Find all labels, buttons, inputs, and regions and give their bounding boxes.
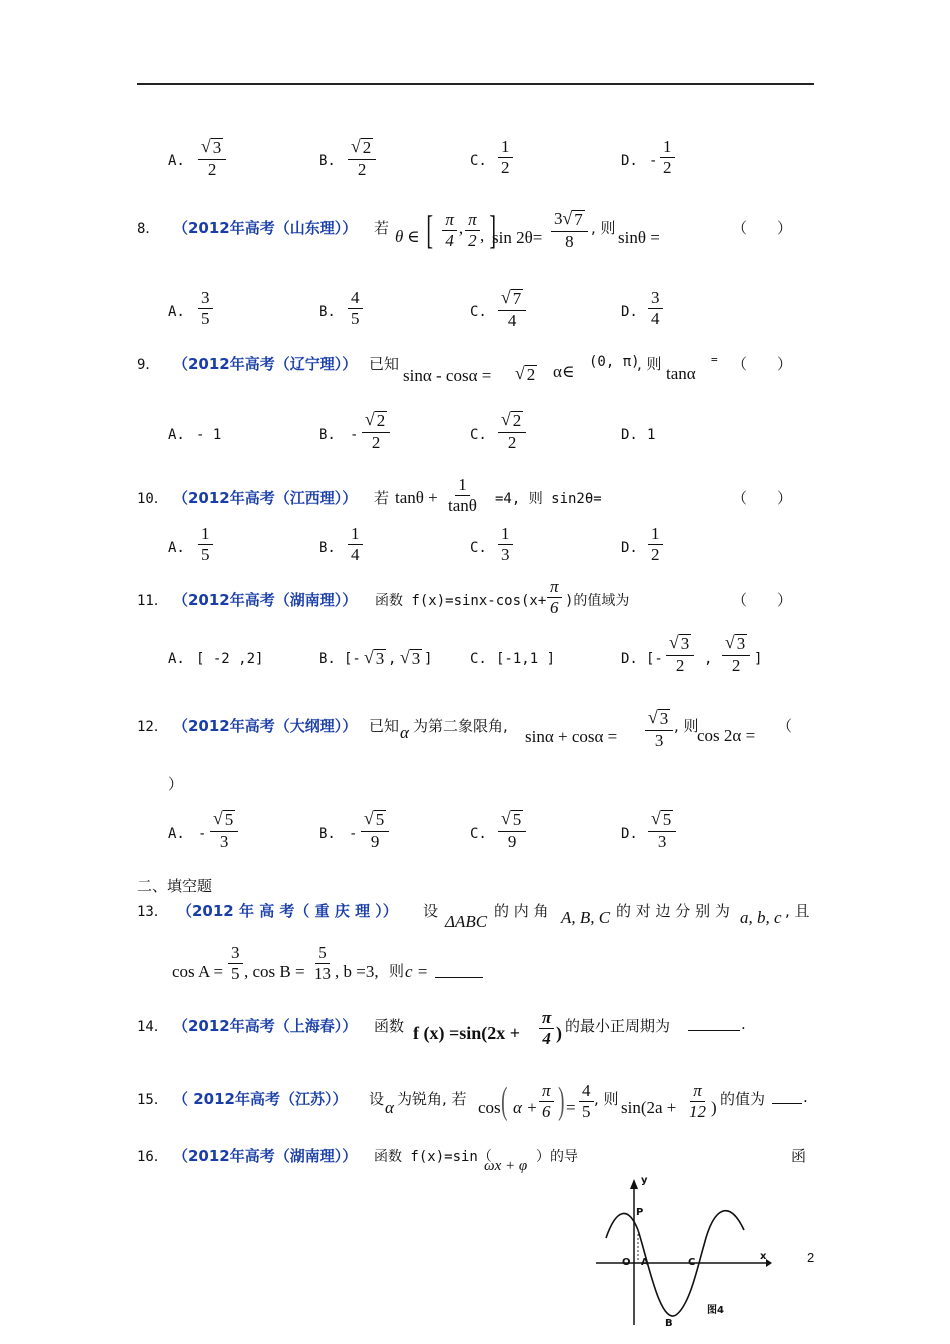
point-label: B [665, 1318, 673, 1329]
question-source: （2012年高考（上海春）） [173, 1017, 358, 1035]
math: tanα [666, 364, 696, 383]
text: , 则 [594, 1090, 619, 1108]
question-source: （2012年高考（山东理）） [173, 219, 358, 237]
option-label: C. [470, 651, 487, 667]
option-label: B. [319, 651, 336, 667]
math: = [566, 1098, 576, 1117]
fraction: √ 5 3 [648, 810, 676, 851]
option-value: 1 [647, 427, 656, 443]
answer-paren: （ ） [732, 489, 793, 507]
question-11 [137, 578, 817, 623]
answer-paren: （ ） [732, 591, 793, 609]
top-rule [137, 83, 814, 85]
math: α [385, 1098, 394, 1117]
math: ) [711, 1098, 717, 1117]
option-label: A. [168, 826, 185, 842]
option-label: D. [621, 540, 638, 556]
math: sin 2θ= [492, 228, 543, 247]
math: a, b, c [740, 908, 782, 927]
sign: - [649, 153, 658, 169]
math: sinθ = [618, 228, 660, 247]
option-value: ] [754, 651, 763, 667]
fraction: $\frac{4}{5}$ [348, 289, 363, 328]
text: 则 [389, 962, 405, 980]
question-source: （2012年高考（大纲理）） [173, 717, 358, 735]
text: , 则 [637, 355, 662, 373]
math: ) [556, 1023, 562, 1043]
answer-paren: （ ） [732, 355, 793, 373]
option-label: D. [621, 826, 638, 842]
sign: - [350, 427, 359, 443]
option-label: B. [319, 540, 336, 556]
question-12 [137, 705, 817, 793]
fraction: √ 2 2 [362, 411, 390, 452]
fraction: $\frac{1}{4}$ [348, 525, 363, 564]
option-label: A. [168, 540, 185, 556]
text: , 则 [591, 219, 616, 237]
math: 函数 f(x)=sin（ [374, 1149, 492, 1165]
option-label: C. [470, 153, 487, 169]
math: sin(2a + [621, 1098, 677, 1117]
sqrt: √ 2 [515, 363, 536, 384]
question-number: 16． [137, 1149, 168, 1165]
math: A, B, C [561, 908, 611, 927]
text: , 则 [674, 717, 699, 735]
axis-label: y [641, 1175, 648, 1186]
math: α [400, 723, 409, 742]
text: 为锐角, 若 [397, 1090, 467, 1108]
math: ωx + φ [484, 1158, 528, 1174]
math: c = [405, 962, 429, 981]
question-9 [137, 346, 817, 391]
question-source: （2012年高考（湖南理）） [173, 591, 358, 609]
option-label: A. [168, 427, 185, 443]
answer-blank[interactable] [688, 1018, 740, 1031]
option-label: D. [621, 304, 638, 320]
fraction: $\frac{1}{2}$ [648, 525, 663, 564]
question-15: 15． （ 2012年高考（江苏）） 设 α 为锐角, 若 cos ( α + $\frac{\pi}{6}$ ) = $\frac{4}{5}$ , 则 sin(2a + $\frac{\pi}{12}$ ) 的值为 . [137, 1080, 808, 1122]
fraction: √ 5 3 [210, 810, 238, 851]
math: , b =3, [335, 962, 379, 981]
option-label: B. [319, 304, 336, 320]
question-10 [137, 476, 817, 526]
fraction: $\frac{1}{3}$ [498, 525, 513, 564]
fraction: $\frac{3}{5}$ [228, 944, 243, 983]
fraction: 3 √ 7 8 [551, 210, 588, 251]
math: cos [478, 1098, 501, 1117]
math: sinα - cosα = [403, 366, 492, 385]
option-value: [ -2 ,2] [196, 651, 264, 667]
text: 的 内 角 [494, 902, 549, 920]
fraction: $\frac{1}{\tan\theta}$ [448, 475, 477, 515]
text: 已知 [369, 717, 400, 735]
option-label: A. [168, 651, 185, 667]
sign: - [349, 826, 358, 842]
option-label: A. [168, 304, 185, 320]
math: , cos B = [244, 962, 305, 981]
math: ΔABC [445, 912, 488, 931]
fraction: $\frac{5}{13}$ [314, 943, 331, 983]
question-source: （2012年高考（辽宁理）） [173, 355, 358, 373]
text: 已知 [369, 355, 400, 373]
option-label: C. [470, 304, 487, 320]
option-label: D. [621, 153, 638, 169]
question-source: （2012年高考（湖南理）） [173, 1147, 358, 1165]
math: cos A = [172, 962, 224, 981]
question-source: （ 2012年高考（江苏）） [173, 1090, 348, 1108]
option-label: D. [621, 427, 638, 443]
math: θ [395, 227, 404, 246]
figure-4 [594, 1175, 774, 1335]
answer-blank[interactable] [435, 965, 483, 978]
math: , [480, 226, 485, 245]
math: = [711, 353, 718, 366]
fraction: $\frac{\pi}{6}$ [539, 1082, 554, 1121]
question-number: 15． [137, 1092, 168, 1108]
text: . [803, 1088, 808, 1106]
option-label: B. [319, 153, 336, 169]
fraction: $\frac{\pi}{12}$ [689, 1081, 706, 1121]
section-heading: 二、填空题 [137, 877, 213, 895]
math: cos 2α = [697, 726, 756, 745]
fraction: √ 7 4 [498, 289, 526, 330]
text: 函 [791, 1147, 807, 1165]
figure-caption: 图4 [707, 1305, 724, 1316]
fraction: $\frac{4}{5}$ [579, 1082, 594, 1121]
interval: [ $\frac{\pi}{4}$ , $\frac{\pi}{2}$ ] [426, 207, 496, 252]
math: (0, π) [589, 354, 640, 370]
text: 若 [374, 489, 390, 507]
math: f (x) =sin(2x + [413, 1023, 521, 1043]
text: ）的导 [536, 1149, 578, 1165]
fraction: √ 3 3 [645, 709, 673, 750]
q11-options: A. [ -2 ,2] B. [- √ 3 , √ 3 ] C. [-1,1 ] D. [- √ 3 2 , √ 3 2 ] [168, 632, 763, 675]
option-label: A. [168, 153, 185, 169]
point-label: P [636, 1207, 644, 1218]
question-16 [137, 1138, 817, 1178]
fraction: √ 3 2 [722, 634, 750, 675]
sine-graph [594, 1175, 774, 1335]
fraction: $\frac{1}{5}$ [198, 525, 213, 564]
text: . [741, 1015, 746, 1033]
fraction: √ 3 2 [666, 634, 694, 675]
text: 函数 [374, 1017, 405, 1035]
question-13 [137, 898, 827, 998]
fraction: $\frac{\pi}{4}$ [539, 1009, 554, 1048]
answer-blank[interactable] [772, 1091, 802, 1104]
fraction: $\frac{1}{2}$ [498, 138, 513, 177]
question-number: 10． [137, 491, 168, 507]
option-value: , [704, 651, 713, 667]
point-label: O [622, 1257, 631, 1268]
question-number: 14． [137, 1019, 168, 1035]
option-label: C. [470, 427, 487, 443]
option-value: [-1,1 ] [496, 651, 556, 667]
point-label: A [641, 1257, 649, 1268]
text: 为第二象限角, [413, 717, 508, 735]
question-14 [137, 1005, 817, 1065]
text: 的值为 [720, 1090, 766, 1108]
text: 的 对 边 分 别 为 [616, 902, 730, 920]
page-number: 2 [807, 1250, 815, 1265]
question-8 [137, 206, 817, 266]
math: tanθ + [395, 488, 438, 507]
question-source: （2012 年 高 考（ 重 庆 理 ）） [177, 902, 398, 920]
question-number: 9． [137, 357, 160, 373]
text: )的值域为 [565, 593, 630, 609]
fraction: $\frac{3}{4}$ [648, 289, 663, 328]
text: 若 [374, 219, 390, 237]
axis-label: x [760, 1251, 767, 1262]
math: 函数 f(x)=sinx-cos(x+ [375, 593, 547, 609]
fraction: $\frac{1}{2}$ [660, 138, 675, 177]
fraction: √ 2 2 [498, 411, 526, 452]
question-number: 13． [137, 904, 168, 920]
option-value: [- [646, 651, 663, 667]
option-label: B. [319, 427, 336, 443]
fraction: √ 5 9 [361, 810, 389, 851]
point-label: C [688, 1257, 696, 1268]
question-number: 12． [137, 719, 168, 735]
fraction: √ 5 9 [498, 810, 526, 851]
option-value: ] [424, 651, 433, 667]
fraction: $\frac{\pi}{6}$ [547, 578, 562, 617]
fraction: √ 2 2 [348, 138, 376, 179]
math: ∈ [407, 227, 420, 246]
math: sinα + cosα = [525, 727, 618, 746]
option-label: C. [470, 826, 487, 842]
answer-paren: ） [168, 775, 184, 793]
math: =4, 则 sin2θ= [495, 491, 602, 507]
option-value: , [388, 651, 397, 667]
math: α∈ [553, 362, 575, 381]
text: , 且 [785, 902, 810, 920]
question-number: 8． [137, 221, 160, 237]
text: 设 [369, 1090, 385, 1108]
question-source: （2012年高考（江西理）） [173, 489, 358, 507]
question-number: 11． [137, 593, 168, 609]
answer-paren: （ [777, 717, 793, 735]
fraction: $\frac{3}{5}$ [198, 289, 213, 328]
math: α + [513, 1098, 538, 1117]
text: 的最小正周期为 [565, 1017, 671, 1035]
option-label: C. [470, 540, 487, 556]
option-label: D. [621, 651, 638, 667]
option-value: [- [344, 651, 361, 667]
answer-paren: （ ） [732, 219, 793, 237]
fraction: √ 3 2 [198, 138, 226, 179]
text: 设 [423, 902, 439, 920]
option-value: - 1 [196, 427, 222, 443]
option-label: B. [319, 826, 336, 842]
sign: - [198, 826, 207, 842]
